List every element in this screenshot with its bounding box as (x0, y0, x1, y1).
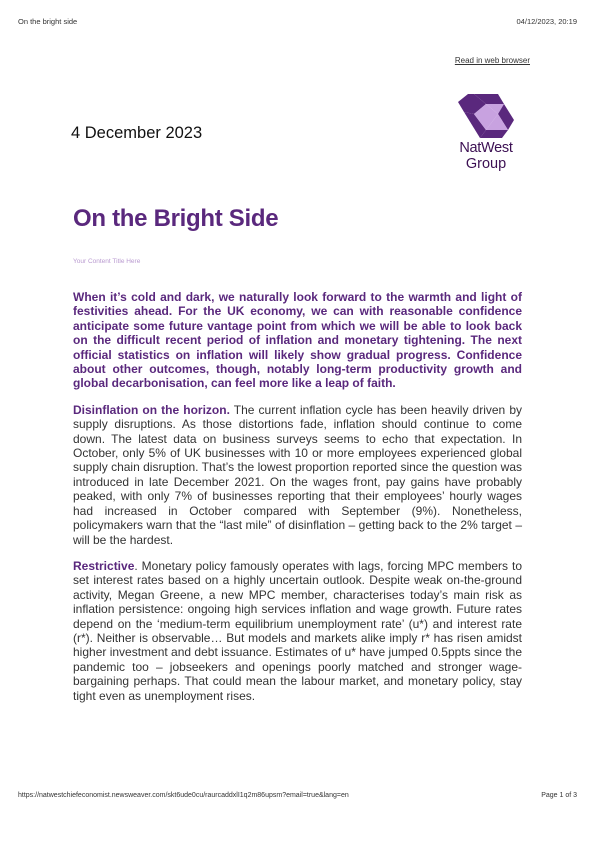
paragraph-disinflation (73, 403, 522, 547)
natwest-group-logo (450, 92, 522, 172)
print-header-timestamp: 04/12/2023, 20:19 (516, 17, 577, 26)
paragraph-restrictive (73, 559, 522, 703)
page-number: Page 1 of 3 (541, 792, 577, 799)
logo-wordmark-line2: Group (465, 156, 507, 172)
article-title: On the Bright Side (73, 205, 279, 232)
logo-wordmark-line1: NatWest (459, 140, 513, 156)
paragraph-heading: Disinflation on the horizon. (73, 402, 230, 417)
content-title-placeholder: Your Content Title Here (73, 258, 141, 265)
read-in-browser-link[interactable]: Read in web browser (454, 56, 530, 65)
paragraph-text: . Monetary policy famously operates with lags, forcing MPC members to set interest rates based on a highly uncertain outlook. Despite weak on-the-ground activity, Megan Greene, a new MPC member, characterises today’s main risk as inflation persistence: ongoing high services inflation and wage growth. Future rates depend on the ‘medium-term equilibrium unemployment rate’ (u*) and interest rate (r*). Neither is observable… But models and markets alike imply r* has risen amidst higher investment and debt issuance. Estimates of u* have jumped 0.5ppts since the pandemic too – jobseekers and openings poorly matched and stronger wage-bargaining perhaps. That could mean the labour market, and monetary policy, stay tight even as unemployment rises. (73, 558, 522, 703)
print-header-title: On the bright side (18, 17, 78, 26)
article-body (73, 290, 522, 715)
issue-date: 4 December 2023 (71, 124, 203, 142)
paragraph-text: The current inflation cycle has been heavily driven by supply disruptions. As those distortions fade, inflation should continue to come down. The latest data on business surveys seems to echo that expectation. In October, only 5% of UK businesses with 10 or more employees experienced global supply chain disruption. That’s the lowest proportion reported since the question was introduced in late December 2021. On the wages front, pay gains have probably peaked, with only 7% of businesses reporting that their employees’ hourly wages had increased in October compared with September (9%). Nonetheless, policymakers warn that the “last mile” of disinflation – getting back to the 2% target – will be the hardest. (73, 402, 522, 547)
print-header (18, 17, 577, 27)
natwest-cubes-icon (457, 92, 515, 138)
paragraph-heading: Restrictive (73, 558, 135, 573)
print-footer-url: https://natwestchiefeconomist.newsweaver.com/skt6ude0cu/raurcaddxlI1q2m86upsm?email=true&lang=en (18, 792, 349, 799)
lead-paragraph: When it’s cold and dark, we naturally look forward to the warmth and light of festivities ahead. For the UK economy, we can with reasonable confidence anticipate some future vantage point from which we will be able to look back on the difficult recent period of inflation and monetary tightening. The next official statistics on inflation will likely show gradual progress. Confidence about other outcomes, though, notably long-term productivity growth and global decarbonisation, can feel more like a leap of faith. (73, 290, 522, 391)
